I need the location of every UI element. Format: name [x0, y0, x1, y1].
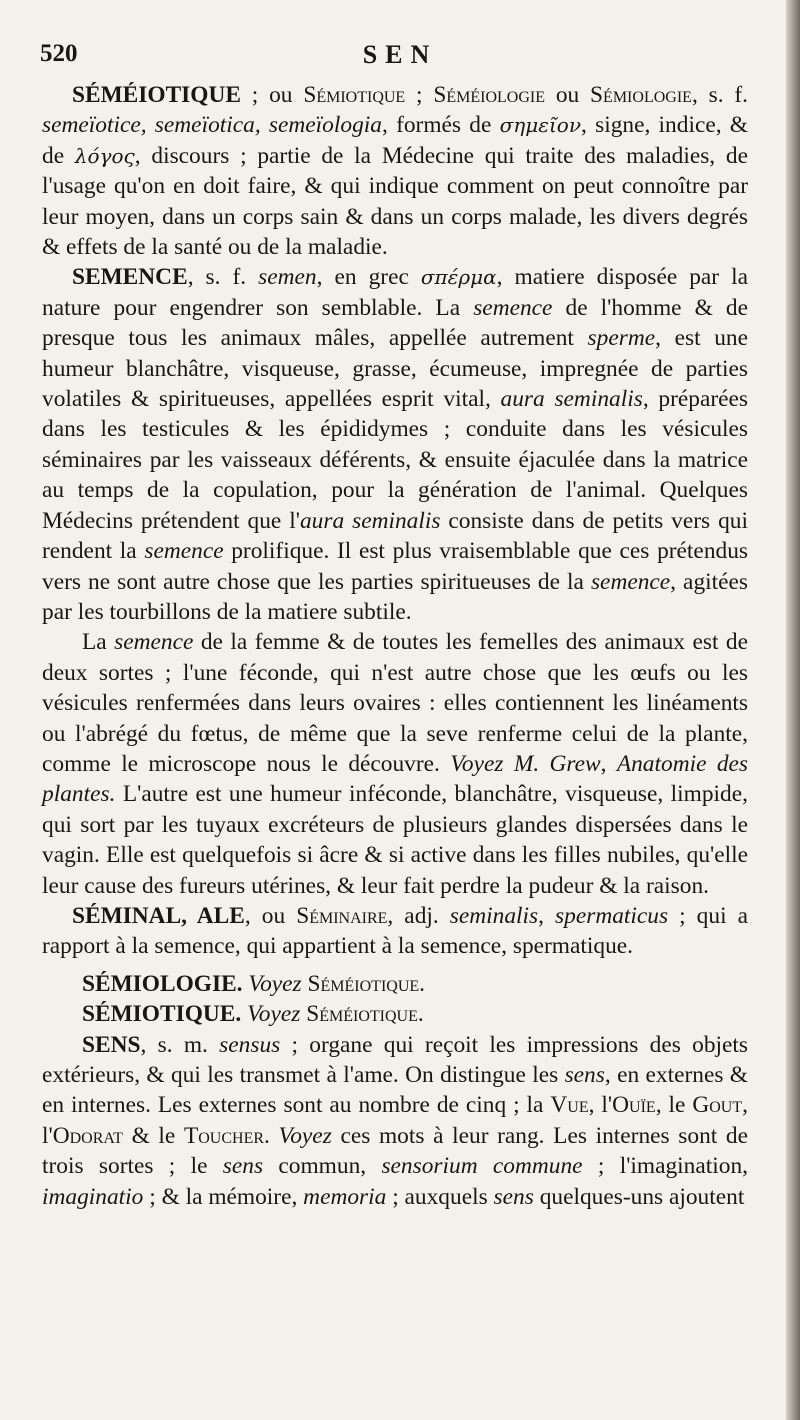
latin-term: sensus [219, 1031, 281, 1058]
latin-term: seminalis [449, 902, 539, 929]
greek-word: λόγος [74, 143, 135, 168]
greek-word: σημεῖον [499, 113, 581, 138]
reference-target: Séméiotique. [307, 970, 425, 997]
headword: SENS [82, 1031, 141, 1058]
page-edge-shadow [786, 0, 800, 1420]
headword: SÉMIOLOGIE. [82, 970, 243, 997]
headword: SÉMÉIOTIQUE [72, 82, 241, 108]
variant-headword: Séméiologie [433, 82, 546, 108]
latin-term: semeïotice, semeïotica, semeïologia [42, 112, 382, 139]
entry-semence: SEMENCE, s. f. semen, en grec σπέρμα, matiere disposée par la nature pour engendrer son semblable. La semence de l'homme & de presque tous les animaux mâles, appellée autrement sperme, est une humeur blanchâtre, visqueuse, grasse, écumeuse, impregnée de parties volatiles & spiritueuses, appellées esprit vital, aura seminalis, préparées dans les testicules & les épididymes ; conduite dans les vésicules séminaires par les vaisseaux déférents, & ensuite éjaculée dans la matrice au temps de la copulation, pour la génération de l'animal. Quelques Médecins prétendent que l'aura seminalis consiste dans de petits vers qui rendent la semence prolifique. Il est plus vraisemblable que ces prétendus vers ne sont autre chose que les parties spiritueuses de la semence, agitées par les tourbillons de la matiere subtile. [42, 264, 749, 625]
entry-semiotique [42, 999, 748, 1029]
cross-reference: Voyez M. Grew [450, 750, 601, 777]
variant-headword: Séminaire [296, 902, 388, 929]
entry-semeiotique: SÉMÉIOTIQUE ; ou Sémiotique ; Séméiologie ou Sémiologie, s. f. semeïotice, semeïotica, semeïologia, formés de σημεῖον, signe, indice, & de λόγος, discours ; partie de la Médecine qui traite des maladies, de l'usage qu'on en doit faire, & qui indique comment on peut connoître par leur moyen, dans un corps sain & dans un corps malade, les divers degrés & effets de la santé ou de la maladie. [42, 82, 749, 261]
latin-term: spermaticus [555, 902, 669, 929]
entry-sens: SENS, s. m. sensus ; organe qui reçoit les impressions des objets extérieurs, & qui les transmet à l'ame. On distingue les sens, en externes & en internes. Les externes sont au nombre de cinq ; la Vue, l'Ouïe, le Gout, l'Odorat & le Toucher. Voyez ces mots à leur rang. Les internes sont de trois sortes ; le sens commun, sensorium commune ; l'imagination, imaginatio ; & la mémoire, memoria ; auxquels sens quelques-uns ajoutent [42, 1031, 748, 1210]
entry-semence-continued: La semence de la femme & de toutes les femelles des animaux est de deux sortes ; l'une féconde, qui n'est autre chose que les œufs ou les vésicules renfermées dans leurs ovaires : elles contiennent les linéaments ou l'abrégé du fœtus, de même que la seve renferme celui de la plante, comme le microscope nous le découvre. Voyez M. Grew, Anatomie des plantes. L'autre est une humeur inféconde, blanchâtre, visqueuse, limpide, qui sort par les tuyaux excréteurs de plusieurs glandes dispersées dans le vagin. Elle est quelquefois si âcre & si active dans les filles nubiles, qu'elle leur cause des fureurs utérines, & leur fait perdre la pudeur & la raison. [42, 629, 748, 899]
latin-term: semen [258, 264, 317, 291]
variant-headword: Sémiologie [590, 82, 692, 108]
page-number: 520 [40, 40, 78, 67]
cross-reference: Voyez [242, 970, 302, 997]
entry-seminal: SÉMINAL, ALE, ou Séminaire, adj. seminalis, spermaticus ; qui a rapport à la semence, qui appartient à la semence, spermatique. [42, 902, 748, 960]
cross-reference: Voyez [269, 1122, 332, 1149]
headword: SEMENCE [72, 264, 188, 291]
page-header [40, 40, 760, 72]
variant-headword: Sémiotique [303, 82, 406, 108]
cross-reference: Voyez [241, 1001, 301, 1028]
running-head: SEN [362, 40, 438, 69]
headword: SÉMIOTIQUE. [82, 1001, 242, 1028]
greek-word: σπέρμα [420, 265, 497, 290]
reference-target: Séméiotique. [306, 1001, 424, 1028]
headword: SÉMINAL, ALE [72, 902, 245, 929]
entry-semiologie [42, 969, 748, 999]
dictionary-text [42, 80, 748, 1212]
